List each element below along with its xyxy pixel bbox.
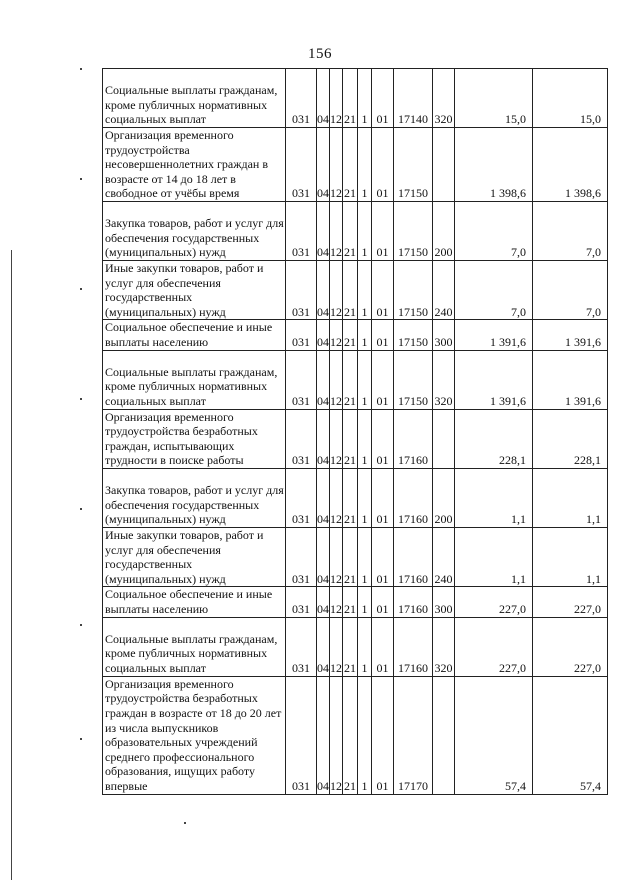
expense-type-code: 300 <box>433 320 455 350</box>
expense-type-code <box>433 128 455 202</box>
amount-2: 7,0 <box>533 202 608 261</box>
admin-code: 031 <box>286 202 317 261</box>
amount-2: 1,1 <box>533 468 608 527</box>
program-code: 21 <box>343 128 358 202</box>
scan-dot <box>80 178 82 180</box>
subprogram-code: 1 <box>358 320 372 350</box>
expense-type-code: 320 <box>433 69 455 128</box>
table-row <box>103 527 608 586</box>
subprogram-code: 1 <box>358 69 372 128</box>
direction-code: 17160 <box>394 468 433 527</box>
amount-1: 1 398,6 <box>455 128 533 202</box>
expense-type-code: 300 <box>433 587 455 617</box>
row-name: Организация временного трудоустройства безработных граждан, испытывающих трудности в поиске работы <box>103 409 286 468</box>
admin-code: 031 <box>286 468 317 527</box>
amount-2: 227,0 <box>533 587 608 617</box>
subsection-code: 12 <box>330 202 343 261</box>
row-name: Социальное обеспечение и иные выплаты населению <box>103 587 286 617</box>
event-code: 01 <box>372 350 394 409</box>
section-code: 04 <box>317 350 330 409</box>
direction-code: 17160 <box>394 587 433 617</box>
amount-1: 1 391,6 <box>455 320 533 350</box>
row-name: Закупка товаров, работ и услуг для обеспечения государственных (муниципальных) нужд <box>103 202 286 261</box>
event-code: 01 <box>372 202 394 261</box>
subprogram-code: 1 <box>358 587 372 617</box>
direction-code: 17150 <box>394 261 433 320</box>
expense-type-code: 320 <box>433 350 455 409</box>
program-code: 21 <box>343 468 358 527</box>
budget-table <box>102 68 608 795</box>
event-code: 01 <box>372 527 394 586</box>
expense-type-code: 200 <box>433 468 455 527</box>
event-code: 01 <box>372 320 394 350</box>
subprogram-code: 1 <box>358 468 372 527</box>
program-code: 21 <box>343 587 358 617</box>
amount-1: 227,0 <box>455 587 533 617</box>
program-code: 21 <box>343 409 358 468</box>
expense-type-code: 200 <box>433 202 455 261</box>
page-number: 156 <box>308 46 332 62</box>
table-row <box>103 409 608 468</box>
admin-code: 031 <box>286 676 317 794</box>
program-code: 21 <box>343 202 358 261</box>
scan-dot <box>80 288 82 290</box>
subsection-code: 12 <box>330 320 343 350</box>
subsection-code: 12 <box>330 587 343 617</box>
direction-code: 17150 <box>394 202 433 261</box>
section-code: 04 <box>317 676 330 794</box>
amount-2: 15,0 <box>533 69 608 128</box>
subsection-code: 12 <box>330 69 343 128</box>
amount-1: 1,1 <box>455 527 533 586</box>
admin-code: 031 <box>286 409 317 468</box>
direction-code: 17150 <box>394 320 433 350</box>
amount-2: 1,1 <box>533 527 608 586</box>
event-code: 01 <box>372 261 394 320</box>
amount-1: 228,1 <box>455 409 533 468</box>
subsection-code: 12 <box>330 128 343 202</box>
section-code: 04 <box>317 261 330 320</box>
direction-code: 17140 <box>394 69 433 128</box>
program-code: 21 <box>343 320 358 350</box>
subsection-code: 12 <box>330 261 343 320</box>
amount-2: 1 391,6 <box>533 320 608 350</box>
expense-type-code: 320 <box>433 617 455 676</box>
table-row <box>103 468 608 527</box>
program-code: 21 <box>343 527 358 586</box>
amount-2: 1 398,6 <box>533 128 608 202</box>
admin-code: 031 <box>286 69 317 128</box>
direction-code: 17150 <box>394 350 433 409</box>
table-row <box>103 676 608 794</box>
table-row <box>103 587 608 617</box>
section-code: 04 <box>317 409 330 468</box>
subsection-code: 12 <box>330 350 343 409</box>
program-code: 21 <box>343 617 358 676</box>
section-code: 04 <box>317 527 330 586</box>
program-code: 21 <box>343 261 358 320</box>
admin-code: 031 <box>286 261 317 320</box>
direction-code: 17160 <box>394 617 433 676</box>
row-name: Социальные выплаты гражданам, кроме публичных нормативных социальных выплат <box>103 69 286 128</box>
subsection-code: 12 <box>330 617 343 676</box>
program-code: 21 <box>343 676 358 794</box>
section-code: 04 <box>317 320 330 350</box>
program-code: 21 <box>343 350 358 409</box>
amount-2: 228,1 <box>533 409 608 468</box>
section-code: 04 <box>317 617 330 676</box>
amount-2: 57,4 <box>533 676 608 794</box>
direction-code: 17150 <box>394 128 433 202</box>
subprogram-code: 1 <box>358 261 372 320</box>
scan-dot <box>184 822 186 824</box>
admin-code: 031 <box>286 128 317 202</box>
row-name: Организация временного трудоустройства несовершеннолетних граждан в возрасте от 14 до 18 лет в свободное от учёбы время <box>103 128 286 202</box>
subprogram-code: 1 <box>358 527 372 586</box>
amount-1: 227,0 <box>455 617 533 676</box>
scan-dot <box>80 508 82 510</box>
scan-dot <box>80 738 82 740</box>
admin-code: 031 <box>286 587 317 617</box>
expense-type-code: 240 <box>433 527 455 586</box>
row-name: Социальное обеспечение и иные выплаты населению <box>103 320 286 350</box>
table-row <box>103 350 608 409</box>
section-code: 04 <box>317 128 330 202</box>
expense-type-code <box>433 409 455 468</box>
scan-dot <box>80 398 82 400</box>
amount-1: 7,0 <box>455 261 533 320</box>
admin-code: 031 <box>286 527 317 586</box>
expense-type-code: 240 <box>433 261 455 320</box>
table-row <box>103 128 608 202</box>
direction-code: 17160 <box>394 409 433 468</box>
admin-code: 031 <box>286 320 317 350</box>
subprogram-code: 1 <box>358 202 372 261</box>
amount-2: 7,0 <box>533 261 608 320</box>
row-name: Иные закупки товаров, работ и услуг для обеспечения государственных (муниципальных) нужд <box>103 261 286 320</box>
subprogram-code: 1 <box>358 409 372 468</box>
amount-1: 15,0 <box>455 69 533 128</box>
subsection-code: 12 <box>330 676 343 794</box>
row-name: Закупка товаров, работ и услуг для обеспечения государственных (муниципальных) нужд <box>103 468 286 527</box>
table-row <box>103 69 608 128</box>
expense-type-code <box>433 676 455 794</box>
subsection-code: 12 <box>330 409 343 468</box>
amount-2: 227,0 <box>533 617 608 676</box>
subsection-code: 12 <box>330 468 343 527</box>
table-row <box>103 261 608 320</box>
program-code: 21 <box>343 69 358 128</box>
event-code: 01 <box>372 128 394 202</box>
event-code: 01 <box>372 468 394 527</box>
amount-1: 1 391,6 <box>455 350 533 409</box>
row-name: Организация временного трудоустройства безработных граждан в возрасте от 18 до 20 лет из числа выпускников образовательных учреждений среднего профессионального образования, ищущих работу впервые <box>103 676 286 794</box>
scan-dot <box>80 68 82 70</box>
direction-code: 17170 <box>394 676 433 794</box>
amount-1: 7,0 <box>455 202 533 261</box>
section-code: 04 <box>317 202 330 261</box>
section-code: 04 <box>317 468 330 527</box>
row-name: Социальные выплаты гражданам, кроме публичных нормативных социальных выплат <box>103 617 286 676</box>
subsection-code: 12 <box>330 527 343 586</box>
admin-code: 031 <box>286 350 317 409</box>
event-code: 01 <box>372 617 394 676</box>
event-code: 01 <box>372 69 394 128</box>
direction-code: 17160 <box>394 527 433 586</box>
row-name: Социальные выплаты гражданам, кроме публичных нормативных социальных выплат <box>103 350 286 409</box>
scan-dot <box>80 624 82 626</box>
row-name: Иные закупки товаров, работ и услуг для обеспечения государственных (муниципальных) нужд <box>103 527 286 586</box>
table-row <box>103 617 608 676</box>
table-row <box>103 202 608 261</box>
subprogram-code: 1 <box>358 676 372 794</box>
amount-2: 1 391,6 <box>533 350 608 409</box>
table-row <box>103 320 608 350</box>
section-code: 04 <box>317 587 330 617</box>
subprogram-code: 1 <box>358 617 372 676</box>
section-code: 04 <box>317 69 330 128</box>
left-margin-line <box>11 250 12 880</box>
event-code: 01 <box>372 676 394 794</box>
admin-code: 031 <box>286 617 317 676</box>
event-code: 01 <box>372 409 394 468</box>
amount-1: 1,1 <box>455 468 533 527</box>
amount-1: 57,4 <box>455 676 533 794</box>
subprogram-code: 1 <box>358 128 372 202</box>
event-code: 01 <box>372 587 394 617</box>
subprogram-code: 1 <box>358 350 372 409</box>
